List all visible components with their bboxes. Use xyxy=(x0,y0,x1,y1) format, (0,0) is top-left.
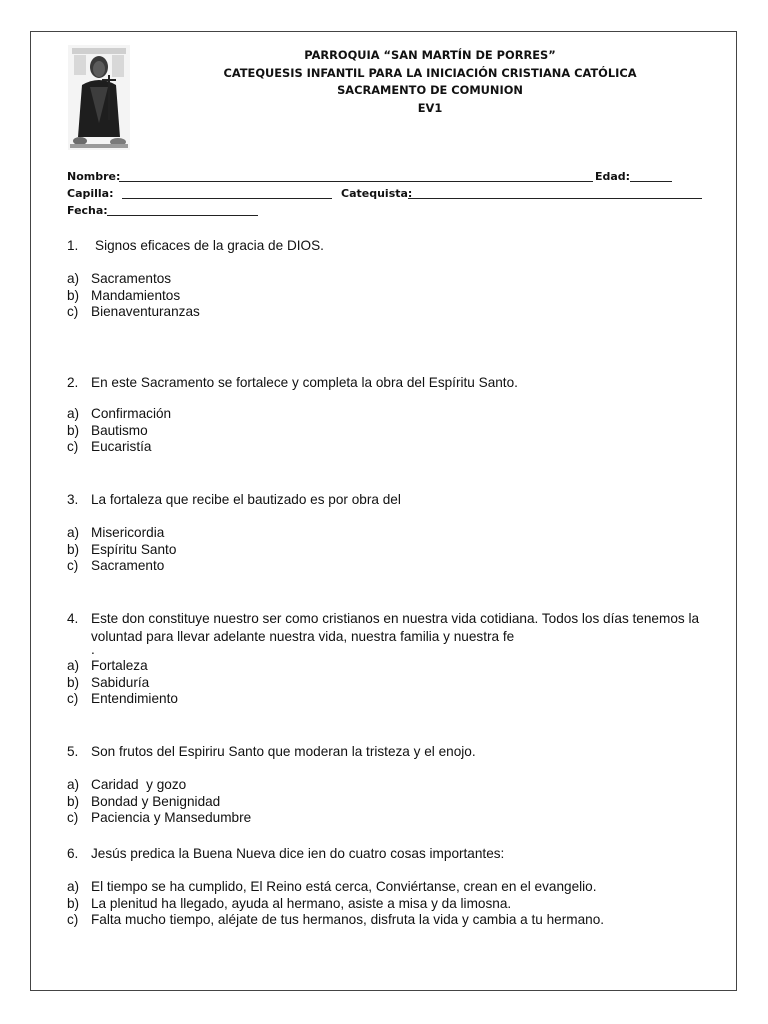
option-b[interactable]: b) La plenitud ha llegado, ayuda al hermano, asiste a misa y da limosna. xyxy=(67,895,512,911)
question-number: 1. xyxy=(67,238,79,253)
edad-field[interactable] xyxy=(630,170,672,182)
option-c[interactable]: c) Falta mucho tiempo, aléjate de tus hermanos, disfruta la vida y cambia a tu hermano. xyxy=(67,912,605,928)
option-a[interactable]: a) Caridad y gozo xyxy=(67,777,187,792)
option-b[interactable]: b) Mandamientos xyxy=(67,287,181,303)
question-6 xyxy=(67,845,727,862)
document-header xyxy=(160,47,700,117)
question-text: En este Sacramento se fortalece y completa la obra del Espíritu Santo. xyxy=(91,375,518,390)
question-number: 6. xyxy=(67,846,79,861)
question-3 xyxy=(67,491,727,508)
exam-code: EV1 xyxy=(417,100,443,115)
question-text: Jesús predica la Buena Nueva dice ien do cuatro cosas importantes: xyxy=(91,846,505,861)
question-5-options xyxy=(67,777,727,827)
question-trailing-dot: . xyxy=(91,642,95,657)
parish-title: PARROQUIA “SAN MARTÍN DE PORRES” xyxy=(304,48,556,62)
option-b[interactable]: b) Bautismo xyxy=(67,422,148,438)
option-a[interactable]: a) Sacramentos xyxy=(67,271,172,286)
option-a[interactable]: a) Misericordia xyxy=(67,525,165,540)
catequista-label: Catequista: xyxy=(341,187,413,200)
option-a[interactable]: a) El tiempo se ha cumplido, El Reino está cerca, Conviértanse, crean en el evangelio. xyxy=(67,879,597,894)
student-info-fields xyxy=(67,170,727,221)
question-text: Son frutos del Espiriru Santo que moderan la tristeza y el enojo. xyxy=(91,744,476,759)
question-4 xyxy=(67,610,727,655)
question-4-options xyxy=(67,658,727,708)
question-3-options xyxy=(67,525,727,575)
option-b[interactable]: b) Bondad y Benignidad xyxy=(67,793,221,809)
option-c[interactable]: c) Sacramento xyxy=(67,558,165,574)
question-2 xyxy=(67,374,727,391)
question-number: 5. xyxy=(67,744,79,759)
question-text: Este don constituye nuestro ser como cristianos en nuestra vida cotidiana. Todos los días tenemos la voluntad para llevar adelante nuestra vida, nuestra familia y nuestra fe xyxy=(91,611,700,644)
capilla-field[interactable] xyxy=(122,187,332,199)
catequista-field[interactable] xyxy=(408,187,702,199)
option-c[interactable]: c) Paciencia y Mansedumbre xyxy=(67,810,252,826)
saint-portrait-image xyxy=(68,45,130,150)
question-number: 4. xyxy=(67,611,79,626)
question-text: Signos eficaces de la gracia de DIOS. xyxy=(95,238,324,253)
nombre-field[interactable] xyxy=(119,170,593,182)
capilla-label: Capilla: xyxy=(67,187,114,200)
sacrament-title: SACRAMENTO DE COMUNION xyxy=(337,83,523,97)
question-text: La fortaleza que recibe el bautizado es por obra del xyxy=(91,492,401,507)
question-2-options xyxy=(67,406,727,456)
edad-label: Edad: xyxy=(595,170,631,183)
option-a[interactable]: a) Confirmación xyxy=(67,406,172,421)
question-1-options xyxy=(67,271,727,321)
question-6-options xyxy=(67,879,727,929)
option-c[interactable]: c) Eucaristía xyxy=(67,439,152,455)
question-1 xyxy=(67,237,727,254)
option-c[interactable]: c) Entendimiento xyxy=(67,691,178,707)
program-title: CATEQUESIS INFANTIL PARA LA INICIACIÓN CRISTIANA CATÓLICA xyxy=(223,65,637,80)
nombre-label: Nombre: xyxy=(67,170,121,183)
option-a[interactable]: a) Fortaleza xyxy=(67,658,148,673)
question-number: 3. xyxy=(67,492,79,507)
fecha-label: Fecha: xyxy=(67,204,108,217)
question-5 xyxy=(67,743,727,760)
question-number: 2. xyxy=(67,375,79,390)
option-b[interactable]: b) Espíritu Santo xyxy=(67,541,177,557)
option-c[interactable]: c) Bienaventuranzas xyxy=(67,304,200,320)
option-b[interactable]: b) Sabiduría xyxy=(67,674,150,690)
fecha-field[interactable] xyxy=(107,204,258,216)
